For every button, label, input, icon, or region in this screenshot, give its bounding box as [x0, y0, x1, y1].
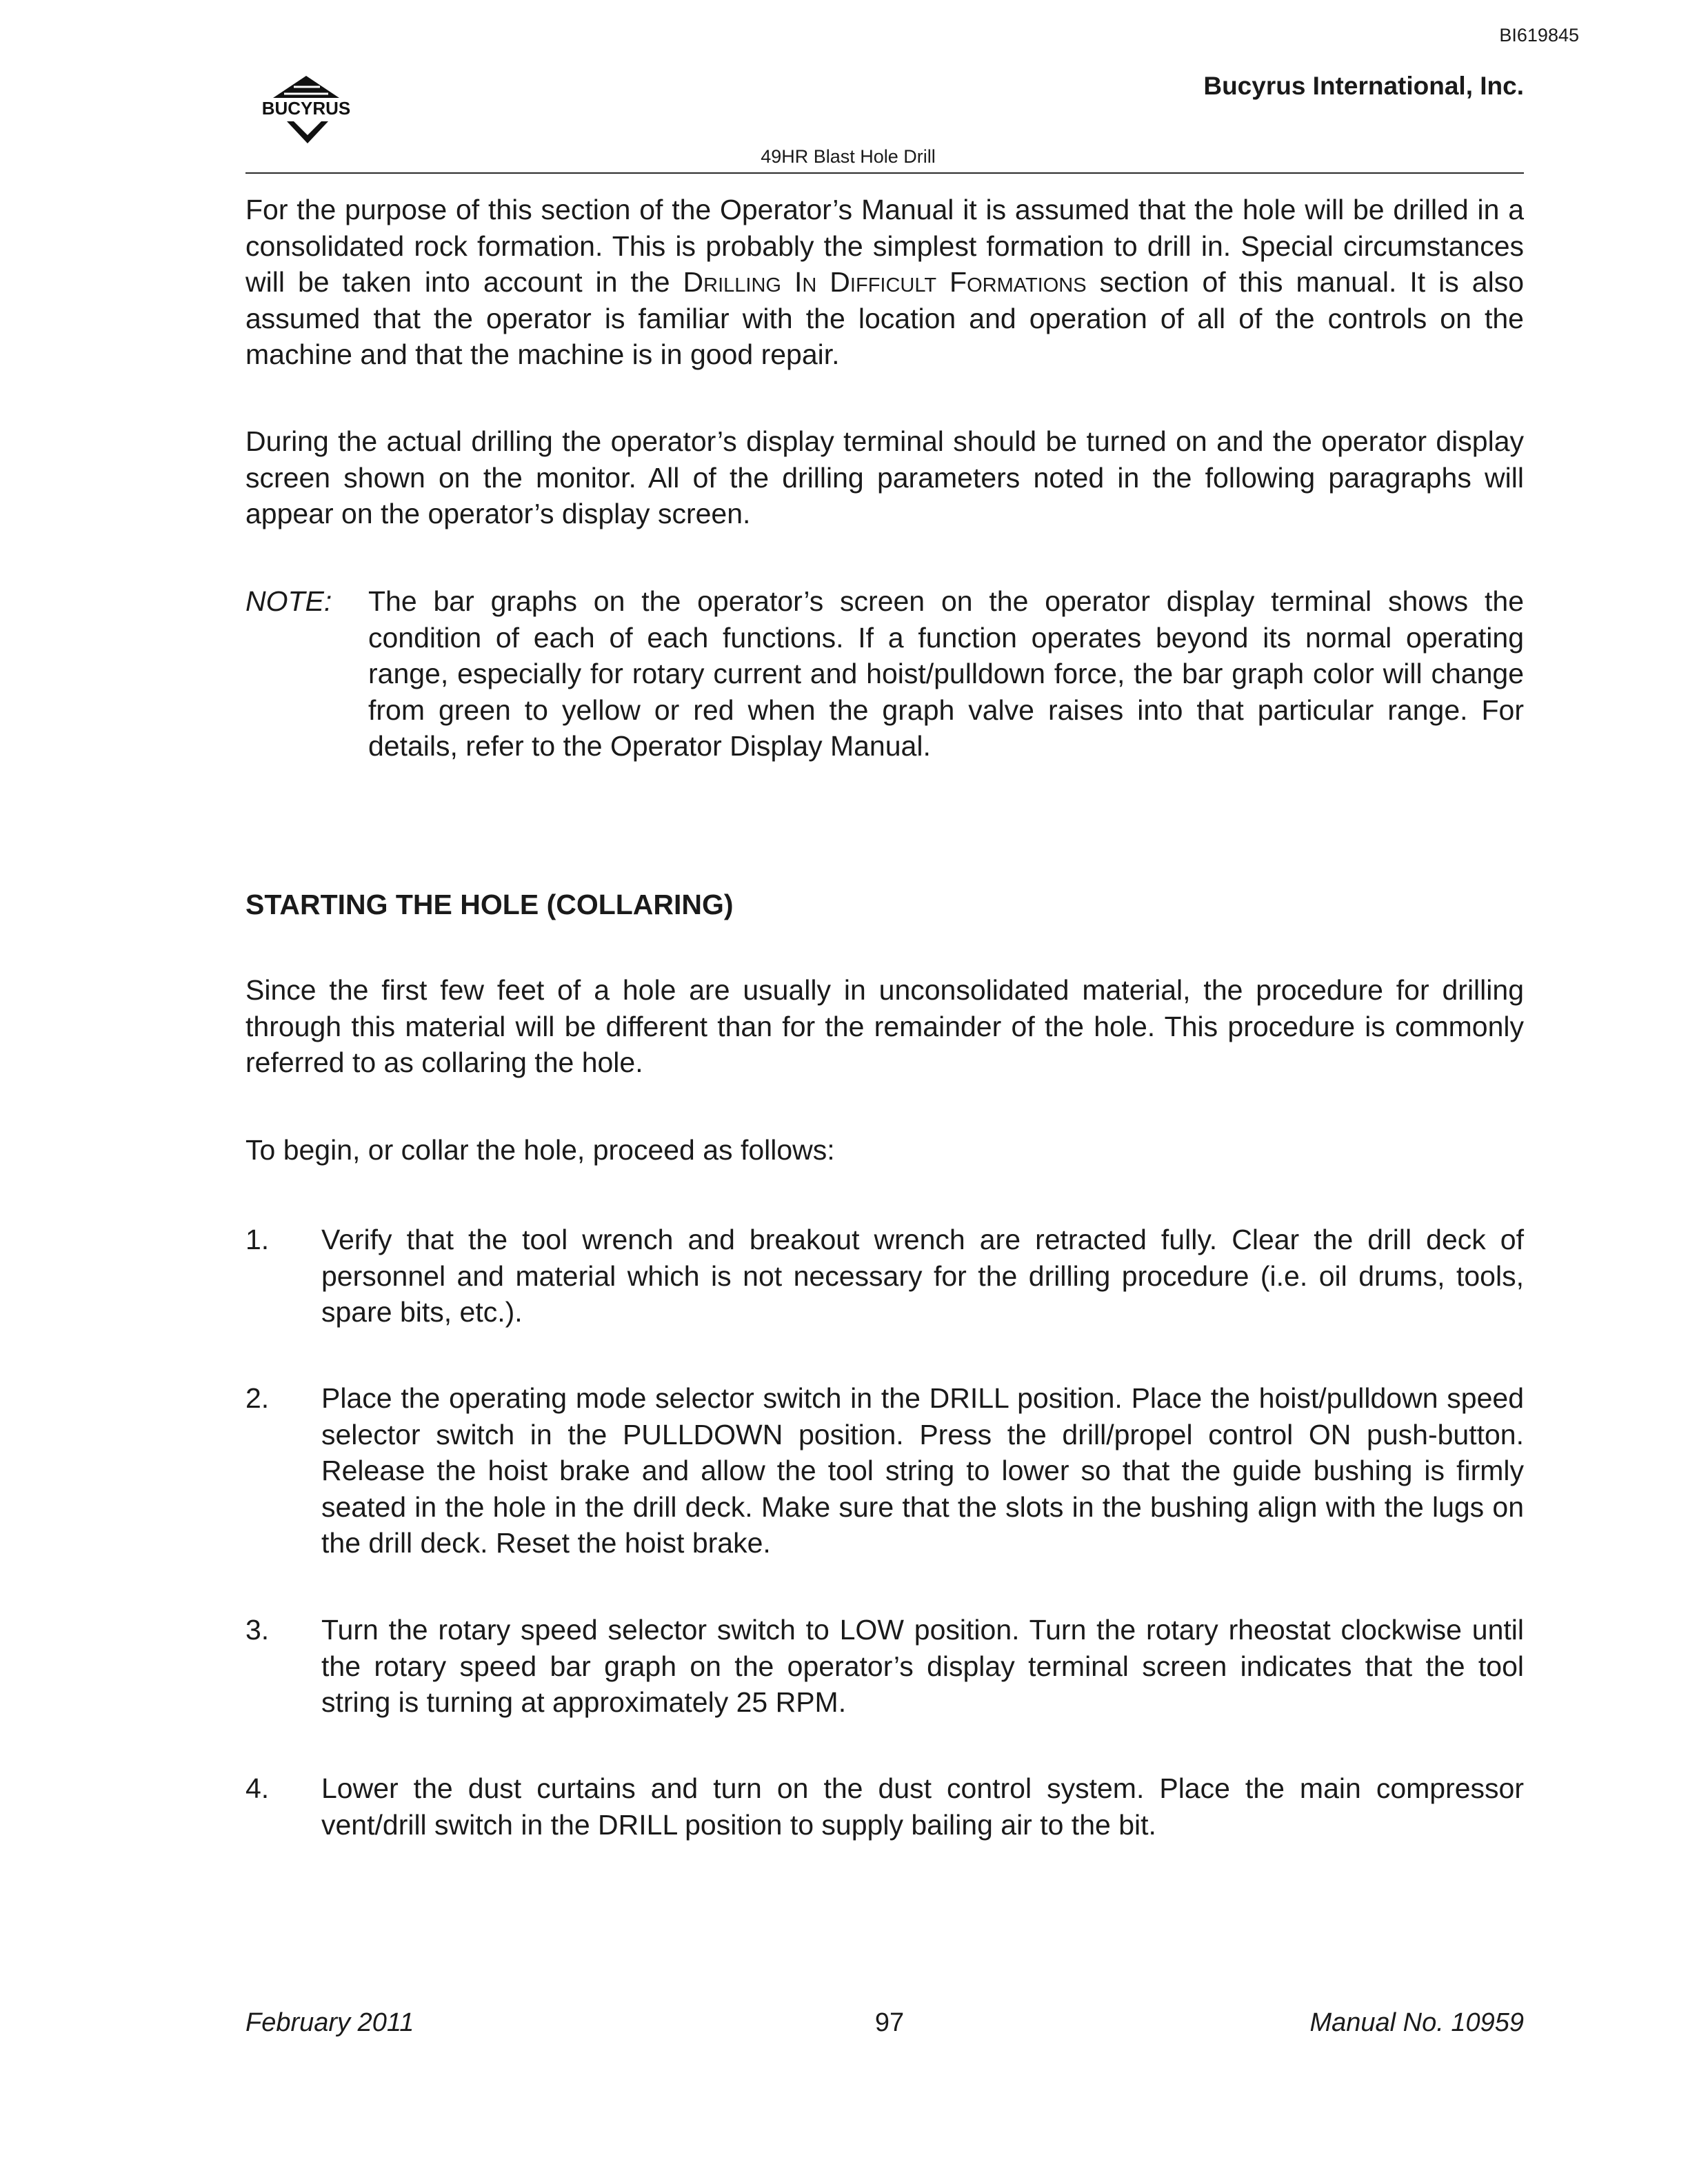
- section-heading: STARTING THE HOLE (COLLARING): [245, 889, 734, 920]
- intro-text-start: For the purpose of this section of the Operator’s Manual it is assumed that the hole will be drilled in a consolidated rock formation. This is probably the simplest formation to drill in. Special circumstances will be taken into account in the: [245, 194, 1524, 298]
- intro-paragraph-2: During the actual drilling the operator’s display terminal should be turned on and the operator display screen shown on the monitor. All of the drilling parameters noted in the following paragraphs will appear on the operator’s display screen.: [245, 425, 1524, 529]
- step-text: Verify that the tool wrench and breakout wrench are retracted fully. Clear the drill deck of personnel and material which is not necessary for the drilling procedure (i.e. oil drums, tools, spare bits, etc.).: [321, 1224, 1524, 1328]
- logo-wordmark: BUCYRUS: [261, 98, 351, 119]
- document-id: BI619845: [1499, 25, 1579, 46]
- section-reference: Drilling In Difficult Formations: [683, 266, 1087, 298]
- step-number: 3.: [245, 1614, 270, 1646]
- section-paragraph-2: To begin, or collar the hole, proceed as follows:: [245, 1134, 835, 1166]
- step-text: Lower the dust curtains and turn on the dust control system. Place the main compressor vent/drill switch in the DRILL position to supply bailing air to the bit.: [321, 1772, 1524, 1841]
- step-number: 4.: [245, 1772, 270, 1804]
- step-text: Turn the rotary speed selector switch to LOW position. Turn the rotary rheostat clockwise until the rotary speed bar graph on the operator’s display terminal screen indicates that the tool string is turning at approximately 25 RPM.: [321, 1614, 1524, 1718]
- step-number: 1.: [245, 1224, 270, 1255]
- note-text: The bar graphs on the operator’s screen on the operator display terminal shows the condition of each of each functions. If a function operates beyond its normal operating range, especially for rotary current and hoist/pulldown force, the bar graph color will change from green to yellow or red when the graph valve raises into that particular range. For details, refer to the Operator Display Manual.: [368, 585, 1524, 762]
- intro-paragraph-1: [245, 192, 1524, 373]
- note-label: NOTE:: [245, 585, 332, 617]
- manual-subtitle: 49HR Blast Hole Drill: [761, 146, 936, 167]
- footer-date: February 2011: [245, 2008, 414, 2037]
- step-number: 2.: [245, 1382, 270, 1414]
- bucyrus-logo: [243, 72, 370, 146]
- intro-text-end: section of this manual. It is also assumed that the operator is familiar with the location and operation of all of the controls on the machine and that the machine is in good repair.: [245, 266, 1525, 370]
- company-name: Bucyrus International, Inc.: [1203, 72, 1524, 100]
- step-text: Place the operating mode selector switch in the DRILL position. Place the hoist/pulldown speed selector switch in the PULLDOWN position. Press the drill/propel control ON push-button. Release the hoist brake and allow the tool string to lower so that the guide bushing is firmly seated in the hole in the drill deck. Make sure that the slots in the bushing align with the lugs on the drill deck. Reset the hoist brake.: [321, 1382, 1524, 1559]
- section-paragraph-1: Since the first few feet of a hole are usually in unconsolidated material, the procedure for drilling through this material will be different than for the remainder of the hole. This procedure is commonly referred to as collaring the hole.: [245, 974, 1524, 1078]
- manual-number: Manual No. 10959: [1309, 2008, 1524, 2037]
- page-number: 97: [874, 2008, 905, 2037]
- header-rule: [245, 172, 1524, 174]
